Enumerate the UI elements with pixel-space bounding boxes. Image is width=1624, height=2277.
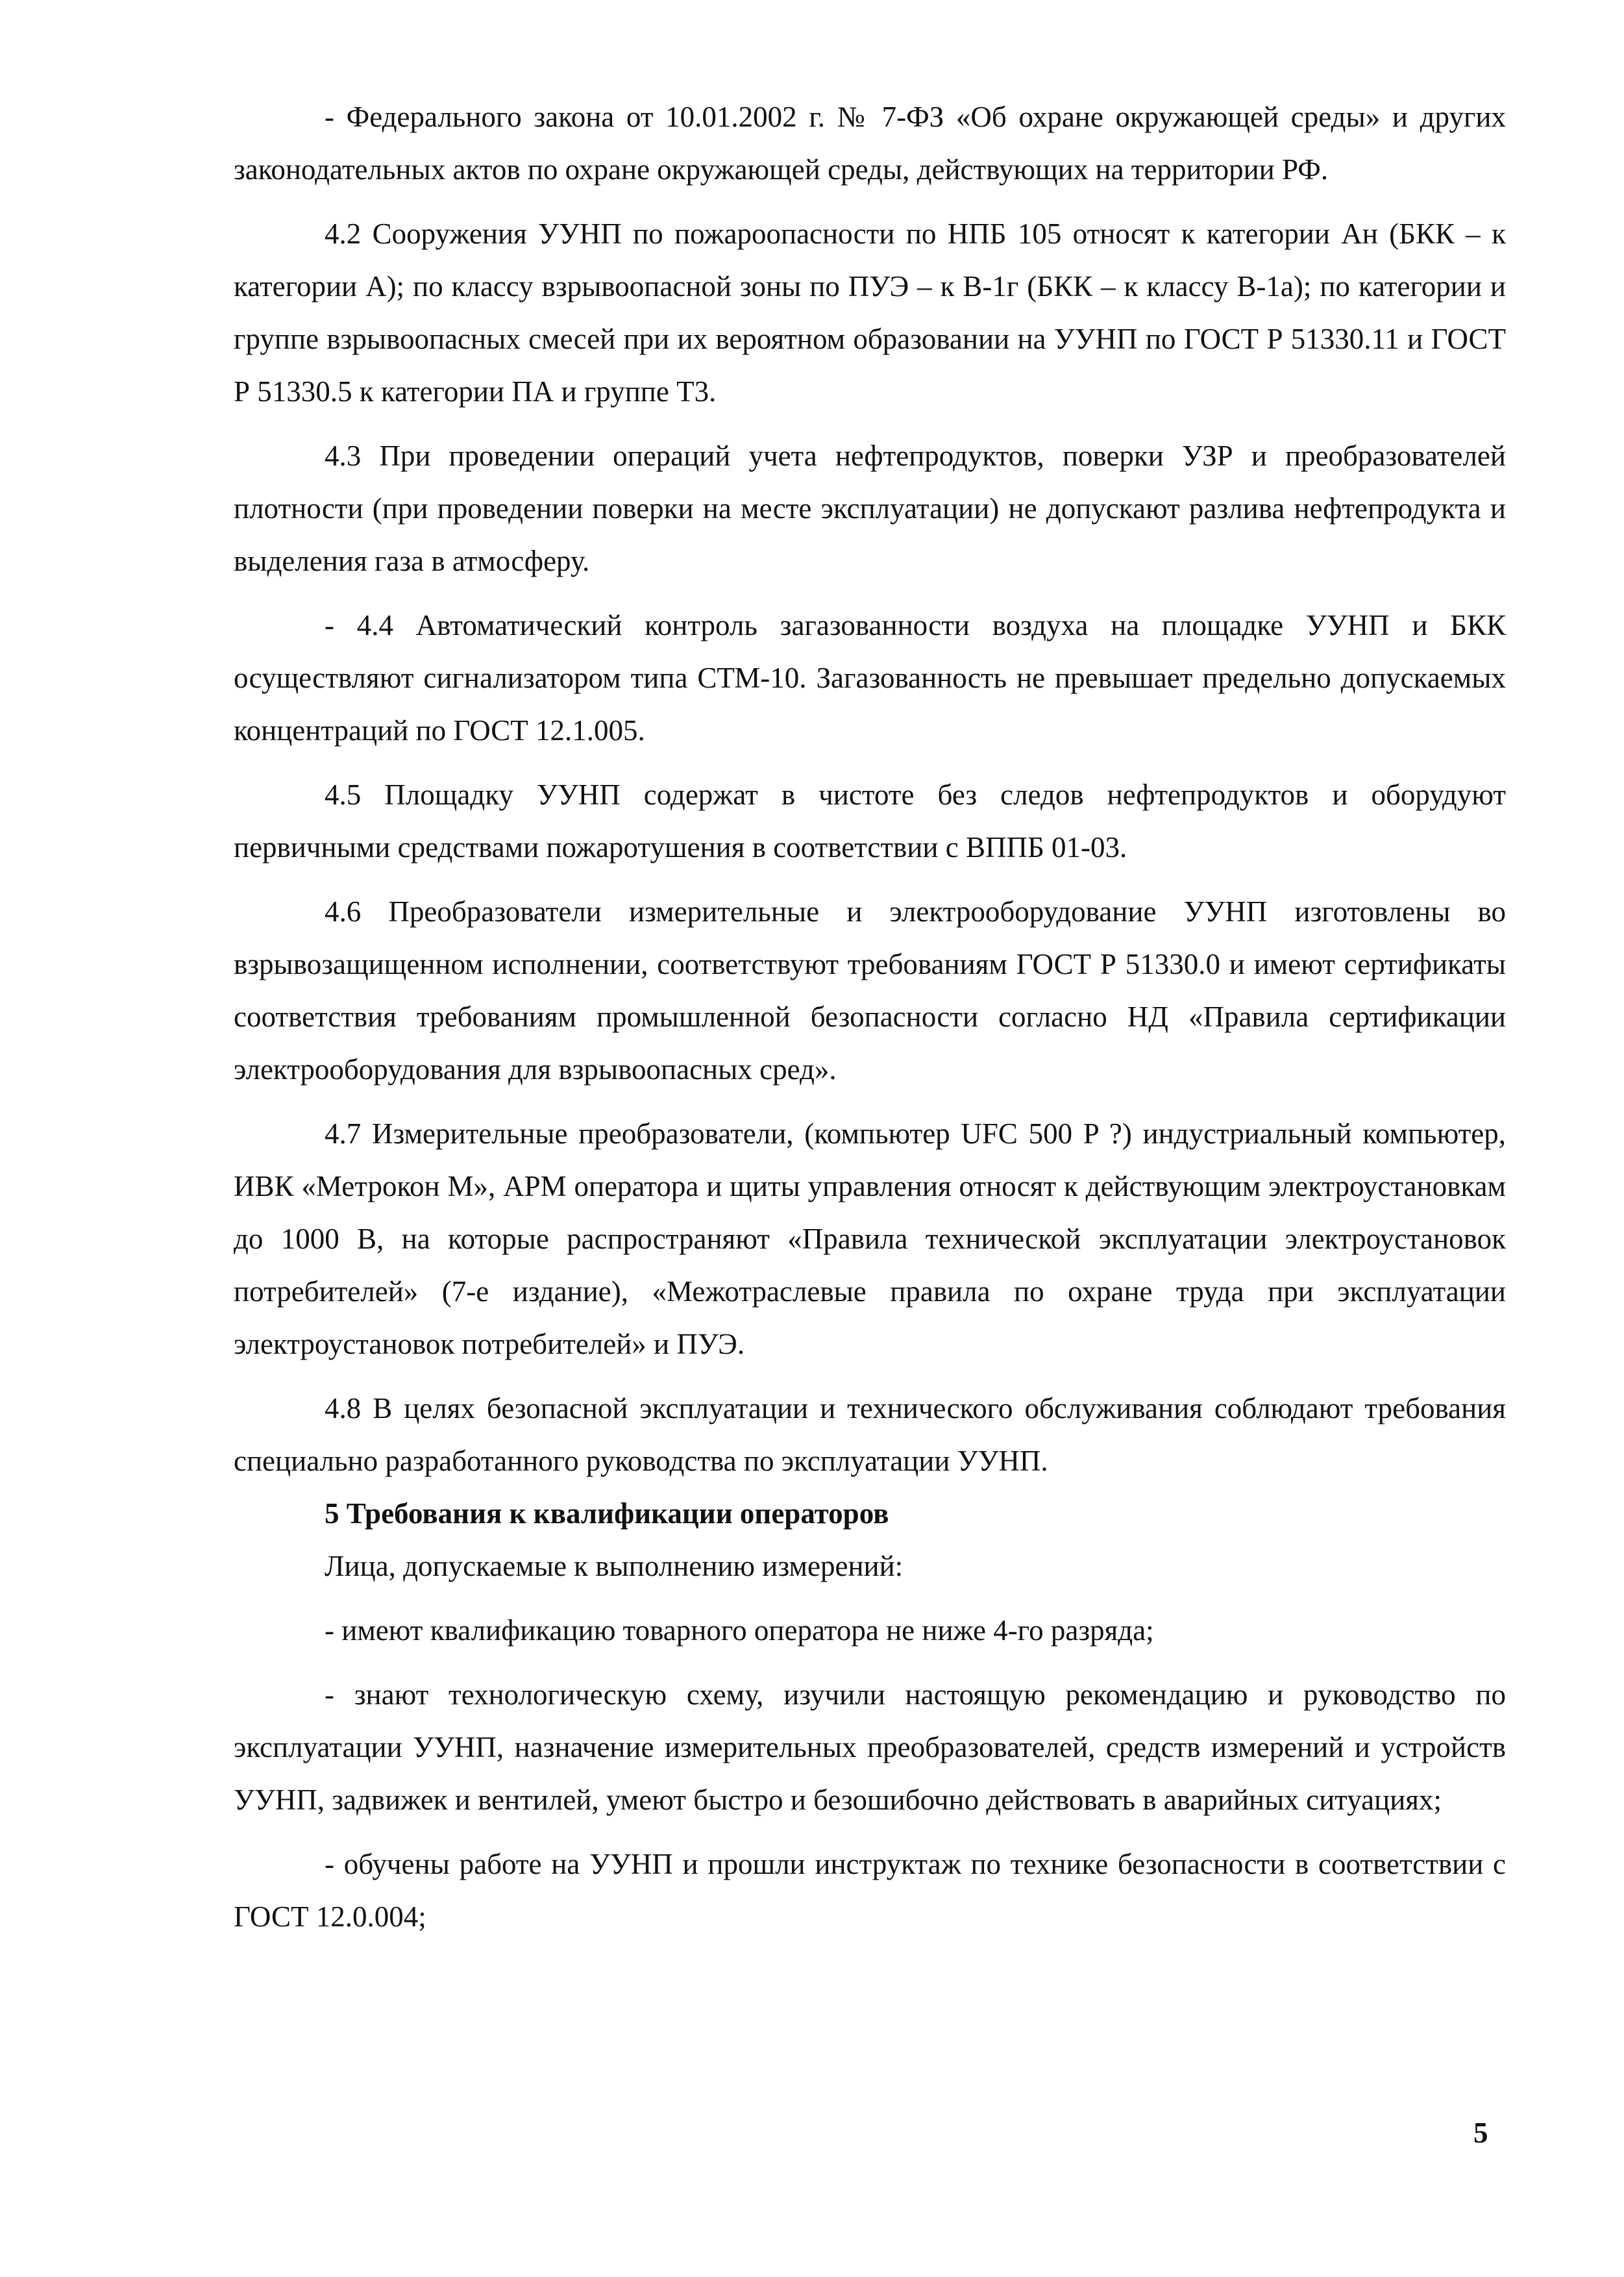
paragraph-4-3: 4.3 При проведении операций учета нефтепродуктов, поверки УЗР и преобразователей плотности (при проведении поверки на месте эксплуатации) не допускают разлива нефтепродукта и выделения газа в атмосферу. — [234, 440, 1506, 577]
section-heading: 5 Требования к квалификации операторов — [325, 1497, 889, 1530]
document-page — [234, 91, 1506, 1955]
list-item: - знают технологическую схему, изучили настоящую рекомендацию и руководство по эксплуатации УУНП, назначение измерительных преобразователей, средств измерений и устройств УУНП, задвижек и вентилей, умеют быстро и безошибочно действовать в аварийных ситуациях; — [234, 1678, 1506, 1816]
paragraph-federal-law: - Федерального закона от 10.01.2002 г. № 7-ФЗ «Об охране окружающей среды» и других законодательных актов по охране окружающей среды, действующих на территории РФ. — [234, 101, 1506, 186]
paragraph-4-8: 4.8 В целях безопасной эксплуатации и технического обслуживания соблюдают требования специально разработанного руководства по эксплуатации УУНП. — [234, 1392, 1506, 1477]
list-item: - имеют квалификацию товарного оператора не ниже 4-го разряда; — [325, 1614, 1154, 1647]
list-intro: Лица, допускаемые к выполнению измерений: — [325, 1550, 904, 1582]
paragraph-4-6: 4.6 Преобразователи измерительные и электрооборудование УУНП изготовлены во взрывозащищенном исполнении, соответствуют требованиям ГОСТ Р 51330.0 и имеют сертификаты соответствия требованиям промышленной безопасности согласно НД «Правила сертификации электрооборудования для взрывоопасных сред». — [234, 895, 1506, 1086]
paragraph-4-2: 4.2 Сооружения УУНП по пожароопасности по НПБ 105 относят к категории Ан (БКК – к категории А); по классу взрывоопасной зоны по ПУЭ – к В-1г (БКК – к классу В-1а); по категории и группе взрывоопасных смесей при их вероятном образовании на УУНП по ГОСТ Р 51330.11 и ГОСТ Р 51330.5 к категории ПА и группе Т3. — [234, 218, 1506, 408]
paragraph-4-7: 4.7 Измерительные преобразователи, (компьютер UFC 500 P ?) индустриальный компьютер, ИВК «Метрокон М», АРМ оператора и щиты управления относят к действующим электроустановкам до 1000 В, на которые распространяют «Правила технической эксплуатации электроустановок потребителей» (7-е издание), «Межотраслевые правила по охране труда при эксплуатации электроустановок потребителей» и ПУЭ. — [234, 1117, 1506, 1360]
page-number: 5 — [1473, 2117, 1488, 2149]
list-item: - обучены работе на УУНП и прошли инструктаж по технике безопасности в соответствии с ГОСТ 12.0.004; — [234, 1848, 1506, 1933]
paragraph-4-4: - 4.4 Автоматический контроль загазованности воздуха на площадке УУНП и БКК осуществляют сигнализатором типа СТМ-10. Загазованность не превышает предельно допускаемых концентраций по ГОСТ 12.1.005. — [234, 609, 1506, 747]
paragraph-4-5: 4.5 Площадку УУНП содержат в чистоте без следов нефтепродуктов и оборудуют первичными средствами пожаротушения в соответствии с ВППБ 01-03. — [234, 778, 1506, 864]
